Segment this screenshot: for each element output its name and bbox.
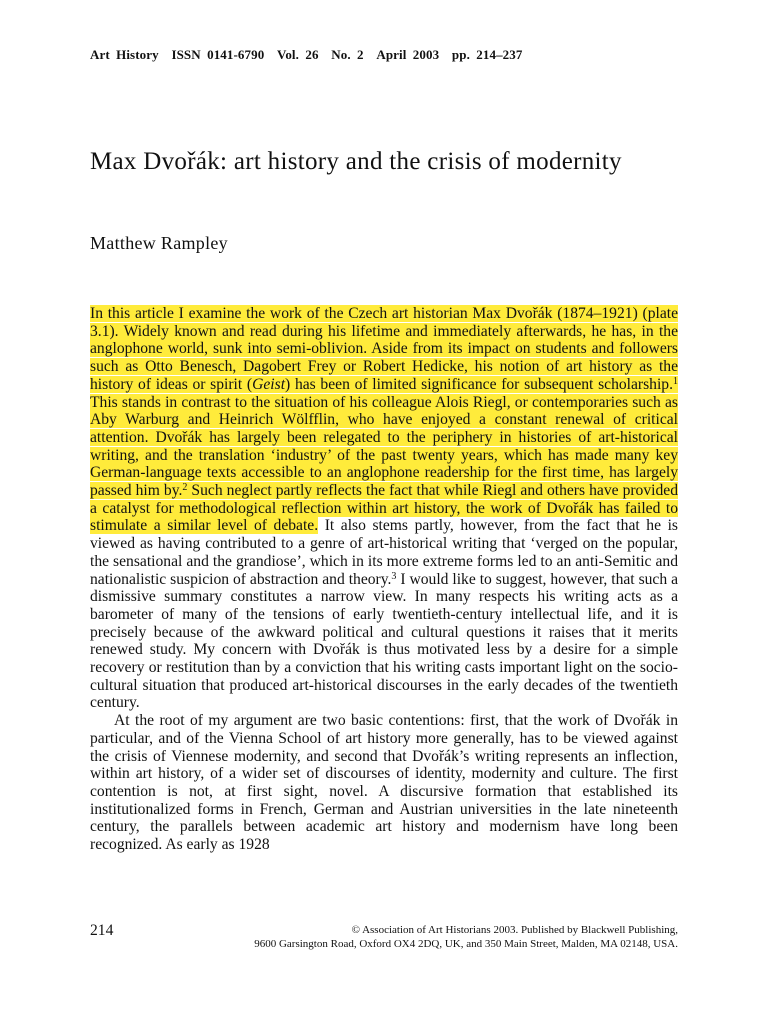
copyright-line-1: © Association of Art Historians 2003. Published by Blackwell Publishing, xyxy=(351,924,678,936)
journal-name: Art History xyxy=(90,47,159,62)
page-number: 214 xyxy=(90,922,114,939)
footnote-ref-2[interactable]: 2 xyxy=(182,482,188,494)
article-body xyxy=(90,305,678,854)
journal-number: No. 2 xyxy=(331,47,364,62)
footnote-ref-1[interactable]: 1 xyxy=(673,375,679,387)
copyright-line-2: 9600 Garsington Road, Oxford OX4 2DQ, UK, and 350 Main Street, Malden, MA 02148, USA. xyxy=(254,937,678,950)
journal-header xyxy=(90,47,522,63)
paragraph-1 xyxy=(90,305,678,712)
plain-text-segment: I would like to suggest, however, that such a dismissive summary constitutes a narrow view. In many respects his writing acts as a barometer of many of the tensions of early twentieth-century intellectual life, and it is precisely because of the awkward political and cultural questions it raises that it merits renewed study. My concern with Dvořák is thus motivated less by a desire for a simple recovery or restitution than by a conviction that his writing casts important light on the socio-cultural situation that produced art-historical discourses in the early decades of the twentieth century. xyxy=(90,570,678,712)
footnote-ref-3[interactable]: 3 xyxy=(391,570,397,582)
geist-term: Geist xyxy=(252,375,286,393)
plain-text-segment: It also stems partly, however, from the fact that he is viewed as having contributed to a genre of art-historical writing that ‘verged on the popular, the sensational and the grandiose’, which in its more extreme forms led to an anti-Semitic and nationalistic suspicion of abstraction and theory. xyxy=(90,517,678,588)
copyright-footer xyxy=(158,924,678,951)
article-author: Matthew Rampley xyxy=(90,233,228,253)
journal-issn: ISSN 0141-6790 xyxy=(171,47,265,62)
highlight-segment: In this article I examine the work of the Czech art historian Max Dvořák (1874–1921) (plate 3.1). Widely known and read during his lifetime and immediately afterwards, he has, in the anglophone world, sunk into semi-oblivion. Aside from its impact on students and followers such as Otto Benesch, Dagobert Frey or Robert Hedicke, his notion of art history as the history of ideas or spirit ( xyxy=(90,305,678,393)
article-title: Max Dvořák: art history and the crisis of modernity xyxy=(90,148,622,175)
highlight-segment: Such neglect partly reflects the fact that while Riegl and others have provided a catalyst for methodological reflection within art history, the work of Dvořák has failed to stimulate a similar level of debate. xyxy=(90,482,679,535)
journal-pages: pp. 214–237 xyxy=(451,47,523,62)
highlight-segment: ) has been of limited significance for subsequent scholarship. xyxy=(285,375,674,393)
journal-date: April 2003 xyxy=(376,47,440,62)
highlighted-text[interactable] xyxy=(90,305,678,534)
highlight-segment: This stands in contrast to the situation of his colleague Alois Riegl, or contemporaries such as Aby Warburg and Heinrich Wölfflin, who have enjoyed a constant renewal of critical attention. Dvořák has largely been relegated to the periphery in histories of art-historical writing, and the translation ‘industry’ of the past twenty years, which has made many key German-language texts accessible to an anglophone readership for the first time, has largely passed him by. xyxy=(90,393,678,500)
journal-volume: Vol. 26 xyxy=(277,47,319,62)
paragraph-2: At the root of my argument are two basic contentions: first, that the work of Dvořák in particular, and of the Vienna School of art history more generally, has to be viewed against the crisis of Viennese modernity, and second that Dvořák’s writing represents an inflection, within art history, of a wider set of discourses of identity, modernity and culture. The first contention is not, at first sight, novel. A discursive formation that established its institutionalized forms in French, German and Austrian universities in the late nineteenth century, the parallels between academic art history and modernism have long been recognized. As early as 1928 xyxy=(90,712,678,854)
